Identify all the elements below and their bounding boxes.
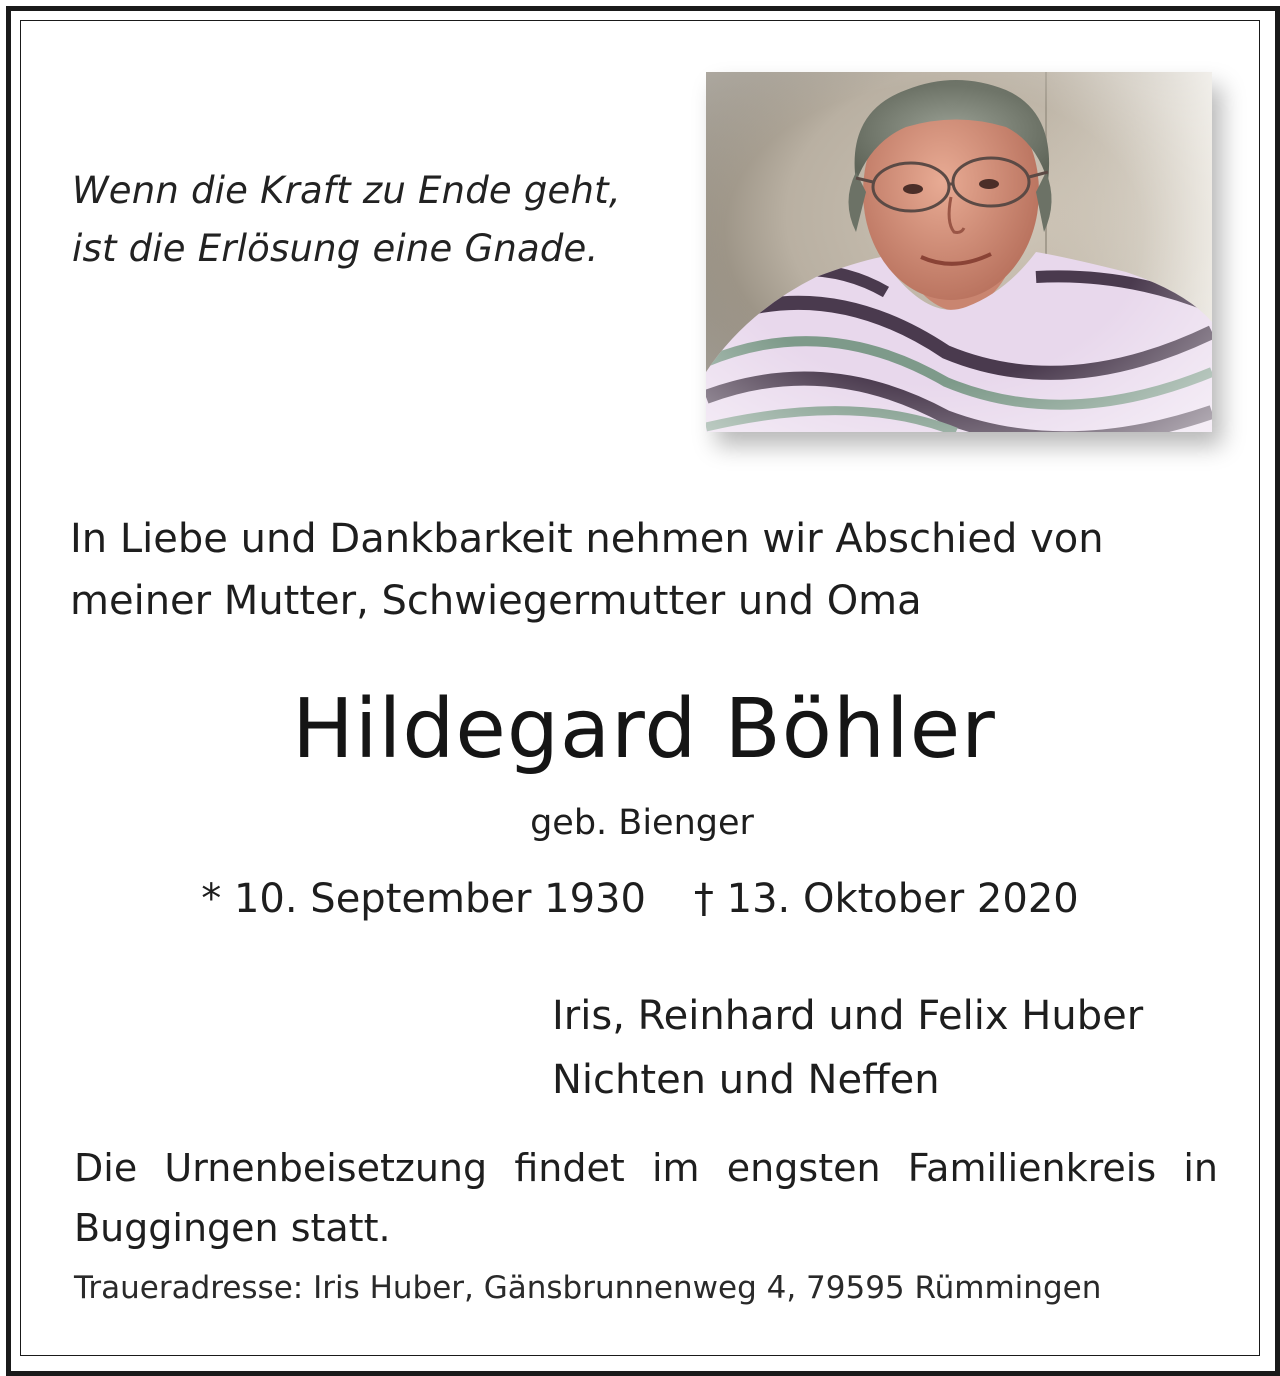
birth-date: * 10. September 1930 (201, 876, 646, 922)
maiden-name: geb. Bienger (530, 803, 754, 843)
intro-text (70, 508, 1220, 632)
life-dates (0, 870, 1280, 928)
motto-quote (72, 162, 672, 278)
mourners-line-2: Nichten und Neffen (552, 1057, 940, 1103)
mourning-address: Traueradresse: Iris Huber, Gänsbrunnenweg 4, 79595 Rümmingen (74, 1270, 1102, 1306)
motto-line-1: Wenn die Kraft zu Ende geht, (72, 169, 621, 212)
intro-line-1: In Liebe und Dankbarkeit nehmen wir Abschied von (70, 516, 1104, 562)
mourners-line-1: Iris, Reinhard und Felix Huber (552, 993, 1144, 1039)
burial-line-2: Buggingen statt. (74, 1206, 391, 1250)
portrait-photo (706, 72, 1212, 432)
motto-line-2: ist die Erlösung eine Gnade. (72, 227, 599, 270)
burial-notice (74, 1138, 1218, 1258)
deceased-name: Hildegard Böhler (292, 682, 996, 777)
intro-line-2: meiner Mutter, Schwiegermutter und Oma (70, 578, 922, 624)
burial-line-1: Die Urnenbeisetzung findet im engsten Familienkreis in (74, 1146, 1218, 1190)
death-date: † 13. Oktober 2020 (693, 876, 1079, 922)
mourners-list (552, 984, 1232, 1112)
